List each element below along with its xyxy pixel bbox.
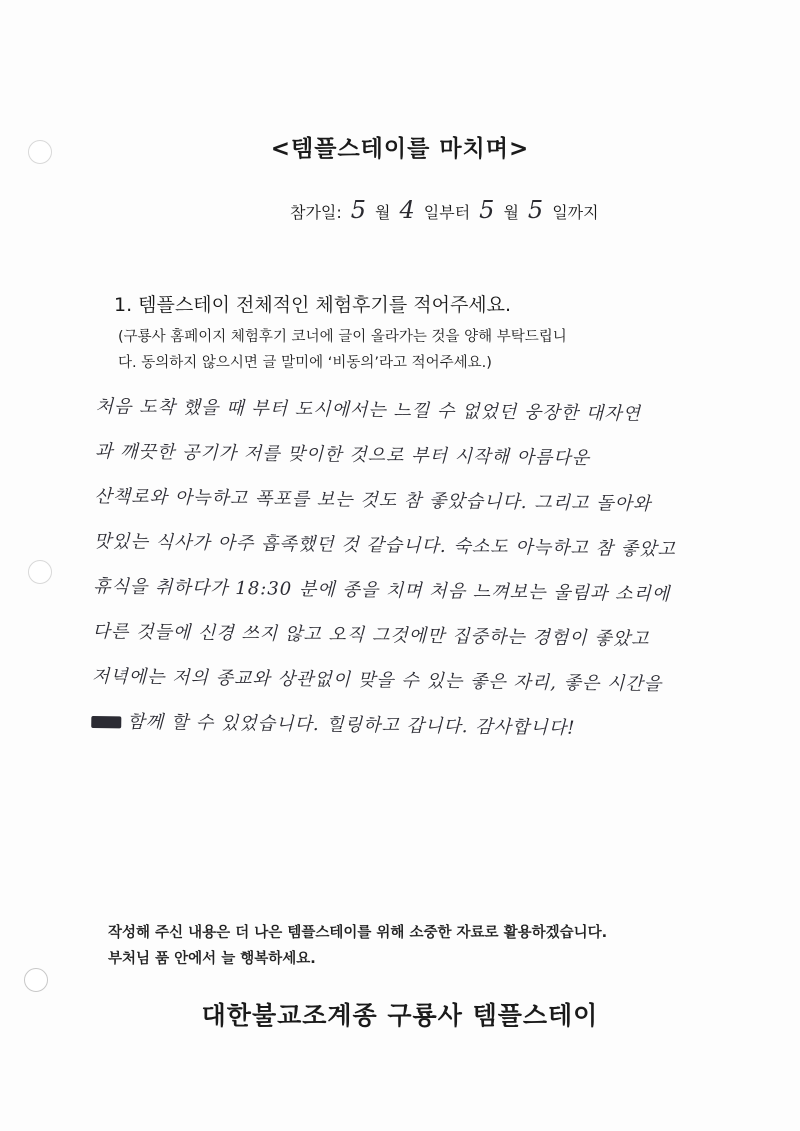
footer-line: 부처님 품 안에서 늘 행복하세요.	[108, 951, 316, 967]
end-day-value: 5	[527, 196, 544, 224]
month-unit-label: 월	[503, 203, 519, 222]
review-line: 다른 것들에 신경 쓰지 않고 오직 그것에만 집중하는 경험이 좋았고	[92, 620, 650, 650]
from-label: 일부터	[423, 203, 471, 222]
start-day-value: 4	[399, 196, 415, 224]
review-line: 저녁에는 저의 종교와 상관없이 맞을 수 있는 좋은 자리, 좋은 시간을	[91, 665, 663, 695]
until-label: 일까지	[552, 203, 599, 222]
question-note-line: 다. 동의하지 않으시면 글 말미에 ‘비동의’라고 적어주세요.)	[118, 355, 492, 371]
review-line: 과 깨끗한 공기가 저를 맞이한 것으로 부터 시작해 아름다운	[94, 440, 591, 469]
review-line: 맛있는 식사가 아주 흡족했던 것 같습니다. 숙소도 아늑하고 참 좋았고	[93, 530, 676, 561]
participation-dates	[290, 196, 599, 224]
punch-hole	[28, 560, 52, 584]
review-line: 처음 도착 했을 때 부터 도시에서는 느낄 수 없었던 웅장한 대자연	[95, 395, 642, 425]
question-heading: 1. 템플스테이 전체적인 체험후기를 적어주세요.	[114, 294, 512, 316]
question-note-line: (구룡사 홈페이지 체험후기 코너에 글이 올라가는 것을 양해 부탁드립니	[118, 329, 567, 345]
review-line-last	[91, 699, 772, 753]
start-month-value: 5	[350, 196, 367, 224]
organization-name: 대한불교조계종 구룡사 템플스테이	[201, 1001, 599, 1030]
review-line: 휴식을 취하다가 18:30 분에 종을 치며 처음 느껴보는 울림과 소리에	[93, 575, 671, 606]
question-note	[118, 324, 708, 376]
page-title: <템플스테이를 마치며>	[270, 136, 530, 162]
month-unit-label: 월	[375, 203, 391, 222]
scribble-mark	[91, 716, 121, 728]
punch-hole	[24, 968, 48, 992]
footer-line: 작성해 주신 내용은 더 나은 템플스테이를 위해 소중한 자료로 활용하겠습니다.	[108, 925, 608, 941]
review-line: 산책로와 아늑하고 폭포를 보는 것도 참 좋았습니다. 그리고 돌아와	[94, 485, 652, 515]
review-line-text: 함께 할 수 있었습니다. 힐링하고 갑니다. 감사합니다!	[127, 711, 576, 739]
footer-note	[108, 920, 607, 972]
end-month-value: 5	[479, 196, 495, 224]
handwritten-review	[91, 384, 776, 753]
participation-label: 참가일:	[290, 203, 342, 222]
